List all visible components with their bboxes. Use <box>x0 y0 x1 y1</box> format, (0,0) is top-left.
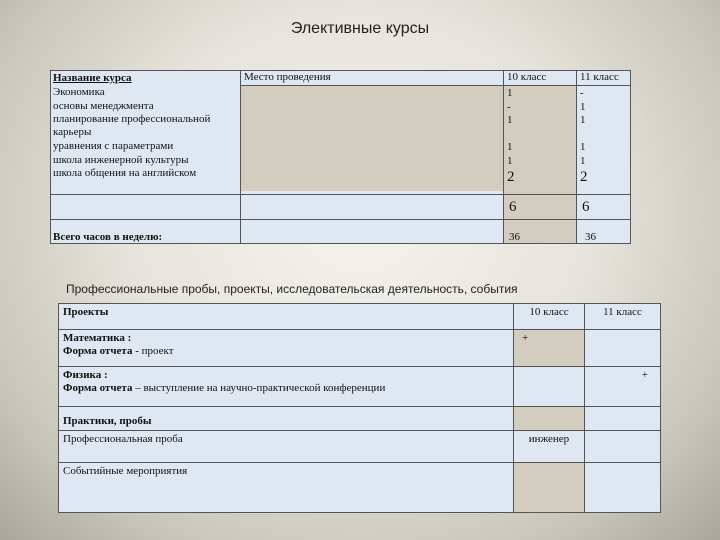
courses-cell <box>51 71 241 195</box>
grade11-value: - <box>580 87 584 99</box>
physics-form-value: – выступление на научно-практической конференции <box>132 382 386 394</box>
total-place-cell <box>241 220 504 244</box>
place-header: Место проведения <box>241 71 503 86</box>
course-name: планирование профессиональной карьеры <box>53 113 211 138</box>
events-grade10 <box>514 463 585 513</box>
math-form-label: Форма отчета <box>63 345 133 357</box>
practice-grade11 <box>585 407 661 431</box>
grade11-header: 11 класс <box>577 71 630 86</box>
elective-courses-table <box>50 70 631 244</box>
grade10-cell <box>504 71 577 195</box>
section-subheading: Профессиональные пробы, проекты, исследовательская деятельность, события <box>66 282 518 296</box>
course-name: уравнения с параметрами <box>53 140 174 152</box>
projects-header: Проекты <box>59 304 514 330</box>
sum-grade10: 6 <box>504 195 577 220</box>
grade11-value: 1 <box>580 101 586 113</box>
math-name: Математика : <box>63 332 132 344</box>
page-title: Элективные курсы <box>290 20 430 37</box>
events-row: Событийные мероприятия <box>59 463 514 513</box>
grade11-value: 1 <box>580 155 586 167</box>
physics-grade10 <box>514 367 585 407</box>
sum-grade11: 6 <box>577 195 631 220</box>
grade10-value: 1 <box>507 87 513 99</box>
total-grade11: 36 <box>577 220 631 244</box>
math-grade11 <box>585 330 661 367</box>
sum-place-cell <box>241 195 504 220</box>
math-row <box>59 330 514 367</box>
practice-grade10 <box>514 407 585 431</box>
physics-grade11: + <box>585 367 661 407</box>
sum-label-cell <box>51 195 241 220</box>
projects-table <box>58 303 661 513</box>
grade11-english: 2 <box>580 169 588 185</box>
math-form-value: - проект <box>132 345 174 357</box>
physics-row <box>59 367 514 407</box>
place-body <box>241 86 503 191</box>
projects-grade10-header: 10 класс <box>514 304 585 330</box>
course-name: школа общения на английском <box>53 167 197 179</box>
projects-grade11-header: 11 класс <box>585 304 661 330</box>
place-cell <box>241 71 504 195</box>
physics-form-label: Форма отчета <box>63 382 133 394</box>
prof-trial: Профессиональная проба <box>59 431 514 463</box>
grade10-value: - <box>507 101 511 113</box>
grade11-value: 1 <box>580 141 586 153</box>
grade10-value: 1 <box>507 155 513 167</box>
math-grade10: + <box>514 330 585 367</box>
course-header: Название курса <box>53 72 132 84</box>
physics-name: Физика : <box>63 369 108 381</box>
prof-trial-grade11 <box>585 431 661 463</box>
prof-trial-grade10: инженер <box>514 431 585 463</box>
events-grade11 <box>585 463 661 513</box>
course-name: школа инженерной культуры <box>53 154 189 166</box>
practice-label: Практики, пробы <box>59 407 514 431</box>
grade11-value: 1 <box>580 114 586 126</box>
grade11-cell <box>577 71 631 195</box>
total-grade10: 36 <box>504 220 577 244</box>
course-name: основы менеджмента <box>53 100 154 112</box>
grade10-value: 1 <box>507 114 513 126</box>
grade10-value: 1 <box>507 141 513 153</box>
total-label: Всего часов в неделю: <box>51 220 241 244</box>
course-name: Экономика <box>53 86 105 98</box>
grade10-header: 10 класс <box>504 71 576 86</box>
grade10-english: 2 <box>507 169 515 185</box>
